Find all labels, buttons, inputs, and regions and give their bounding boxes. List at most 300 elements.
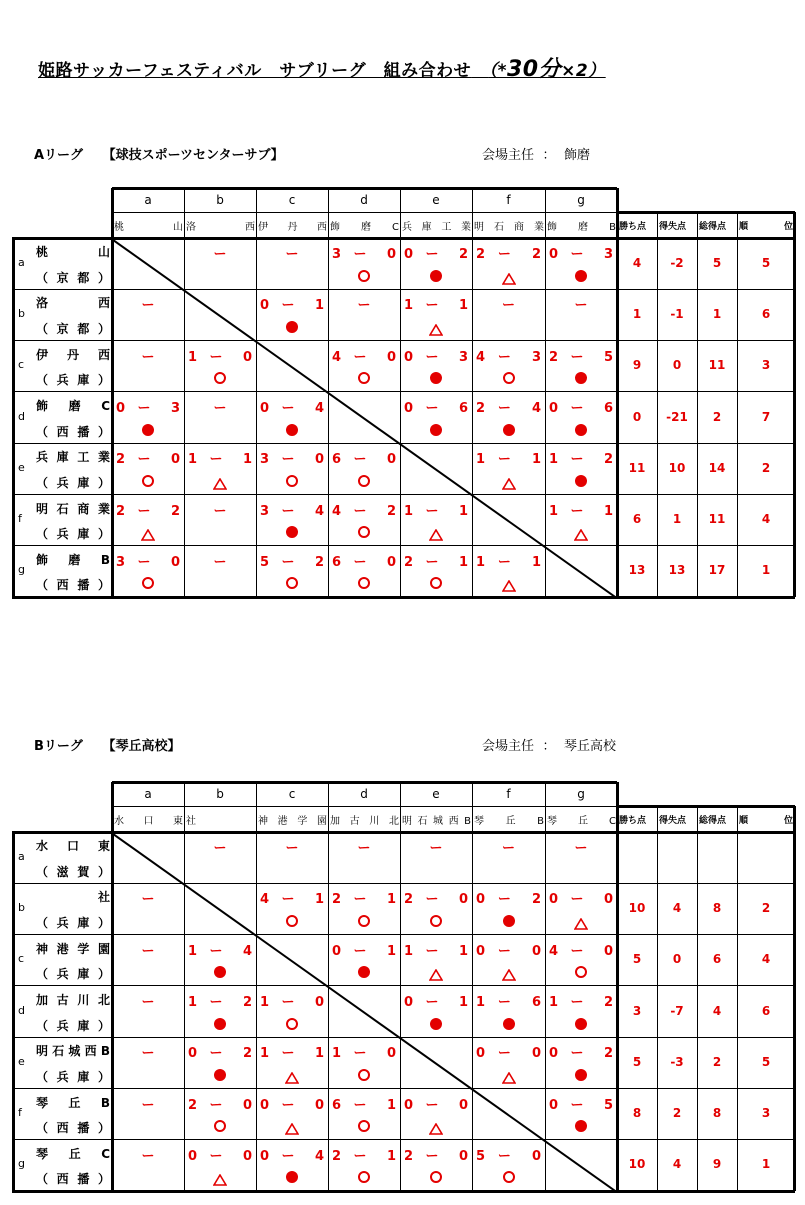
venue-chief <box>482 144 590 163</box>
row-team-name: 加古川北 <box>36 992 110 1007</box>
match-score: 2 ー 2 <box>116 503 180 519</box>
column-letter-g: g <box>577 193 585 207</box>
grid-line <box>12 831 795 834</box>
row-letter-e: e <box>18 1054 25 1068</box>
draw-triangle-icon <box>213 475 227 487</box>
row-team-prefecture: （ 西 播 ） <box>36 1172 110 1187</box>
win-circle-icon <box>286 1018 298 1030</box>
rank-value: 3 <box>761 1106 771 1121</box>
win-circle-icon <box>214 372 226 384</box>
grid-line <box>545 782 546 1191</box>
match-score: ー <box>357 298 371 314</box>
column-team-name: 飾 磨 C <box>330 222 399 233</box>
win-circle-icon <box>358 915 370 927</box>
rank-value: 3 <box>761 358 771 373</box>
goals-for-value: 8 <box>712 900 722 915</box>
row-team-prefecture: （ 兵 庫 ） <box>36 915 110 930</box>
loss-dot-icon <box>575 475 587 487</box>
grid-line <box>617 805 795 808</box>
match-score: 2 ー 1 <box>332 1148 396 1164</box>
venue-chief <box>482 735 616 754</box>
match-score: 2 ー 0 <box>404 892 468 908</box>
match-score: 0 ー 0 <box>549 892 613 908</box>
win-circle-icon <box>430 915 442 927</box>
row-letter-f: f <box>18 512 22 526</box>
row-team-name: 水 口 東 <box>36 839 110 853</box>
row-team-name: 明石城西B <box>36 1044 110 1059</box>
win-circle-icon <box>286 475 298 487</box>
row-letter-d: d <box>18 409 25 423</box>
match-score: ー <box>141 1148 155 1164</box>
win-circle-icon <box>503 372 515 384</box>
grid-line <box>793 212 796 597</box>
draw-triangle-icon <box>429 1120 443 1132</box>
win-circle-icon <box>503 1171 515 1183</box>
points-value: 11 <box>628 460 646 475</box>
row-letter-g: g <box>18 1157 25 1171</box>
match-score: ー <box>141 349 155 365</box>
rank-value: 7 <box>761 409 771 424</box>
match-score: 0 ー 6 <box>404 400 468 416</box>
grid-line <box>472 188 473 597</box>
grid-line <box>12 237 795 240</box>
grid-line <box>617 211 795 214</box>
grid-line <box>12 289 795 290</box>
match-score: 2 ー 2 <box>476 247 541 262</box>
goal-diff-value: 1 <box>672 512 682 527</box>
goals-for-value: 14 <box>708 460 726 475</box>
grid-line <box>12 832 15 1191</box>
win-circle-icon <box>358 1120 370 1132</box>
column-team-name: 琴 丘 B <box>474 816 544 827</box>
column-team-name: 桃 山 <box>114 222 183 233</box>
loss-dot-icon <box>286 526 298 538</box>
points-value: 4 <box>632 255 642 270</box>
match-score: 1 ー 4 <box>188 943 252 959</box>
match-score: ー <box>141 298 155 314</box>
match-score: ー <box>141 1046 155 1062</box>
row-team-prefecture: （ 兵 庫 ） <box>36 475 110 490</box>
column-team-name: 社 <box>186 816 196 827</box>
stat-header: 総得点 <box>699 222 727 232</box>
goal-diff-value: -21 <box>666 409 688 424</box>
loss-dot-icon <box>286 321 298 333</box>
loss-dot-icon <box>214 1069 226 1081</box>
win-circle-icon <box>358 270 370 282</box>
match-score: 1 ー 0 <box>332 1046 396 1062</box>
match-score: 6 ー 1 <box>332 1097 396 1113</box>
grid-line <box>616 782 619 1191</box>
match-score: 0 ー 1 <box>332 943 396 959</box>
rank-value: 2 <box>761 460 771 475</box>
goal-diff-value: -7 <box>670 1003 684 1018</box>
row-letter-a: a <box>18 849 25 863</box>
match-score: 0 ー 0 <box>404 1097 468 1113</box>
match-score: 3 ー 0 <box>332 247 396 262</box>
match-score: 0 ー 5 <box>549 1097 613 1113</box>
loss-dot-icon <box>575 1120 587 1132</box>
goal-diff-value: 4 <box>672 1157 682 1172</box>
goals-for-value: 11 <box>708 358 726 373</box>
loss-dot-icon <box>430 270 442 282</box>
grid-line <box>256 782 257 1191</box>
goal-diff-value: 0 <box>672 358 682 373</box>
match-score: ー <box>501 841 515 856</box>
match-score: ー <box>574 298 588 314</box>
grid-line <box>737 806 738 1191</box>
win-circle-icon <box>358 372 370 384</box>
points-value: 13 <box>628 563 646 578</box>
rank-value: 5 <box>761 255 771 270</box>
match-score: 0 ー 0 <box>476 1046 541 1062</box>
match-score: 2 ー 1 <box>332 892 396 908</box>
grid-line <box>111 188 114 597</box>
draw-triangle-icon <box>285 1120 299 1132</box>
loss-dot-icon <box>575 1018 587 1030</box>
column-letter-e: e <box>432 787 440 801</box>
match-score: 0 ー 2 <box>476 892 541 908</box>
draw-triangle-icon <box>502 270 516 282</box>
win-circle-icon <box>575 966 587 978</box>
match-score: 0 ー 0 <box>476 943 541 959</box>
goal-diff-value: -2 <box>670 255 684 270</box>
grid-line <box>12 238 15 597</box>
points-value: 3 <box>632 1003 642 1018</box>
row-team-prefecture: （ 京 都 ） <box>36 321 110 336</box>
match-score: 2 ー 0 <box>188 1097 252 1113</box>
grid-line <box>400 188 401 597</box>
match-score: ー <box>141 943 155 959</box>
match-score: 6 ー 0 <box>332 452 396 468</box>
win-circle-icon <box>358 1069 370 1081</box>
draw-triangle-icon <box>502 1069 516 1081</box>
row-letter-a: a <box>18 255 25 269</box>
match-score: ー <box>141 1097 155 1113</box>
goal-diff-value: 13 <box>668 563 686 578</box>
league-label <box>34 144 284 163</box>
stat-header: 勝ち点 <box>619 816 647 826</box>
match-score: 3 ー 0 <box>116 554 180 570</box>
match-score: 4 ー 0 <box>332 349 396 365</box>
grid-line <box>12 1088 795 1089</box>
points-value: 1 <box>632 306 642 321</box>
points-value: 5 <box>632 952 642 967</box>
match-score: 0 ー 1 <box>260 298 324 314</box>
match-score: 1 ー 1 <box>476 554 541 570</box>
loss-dot-icon <box>575 270 587 282</box>
grid-line <box>112 212 617 213</box>
row-letter-c: c <box>18 952 25 966</box>
row-team-name: 琴 丘 B <box>36 1095 110 1110</box>
row-letter-c: c <box>18 358 25 372</box>
goals-for-value: 2 <box>712 409 722 424</box>
draw-triangle-icon <box>429 321 443 333</box>
goals-for-value: 2 <box>712 1054 722 1069</box>
grid-line <box>12 934 795 935</box>
match-score: ー <box>213 400 227 416</box>
match-score: ー <box>213 841 227 856</box>
match-score: 0 ー 0 <box>188 1148 252 1164</box>
match-score: 0 ー 1 <box>404 994 468 1010</box>
draw-triangle-icon <box>502 577 516 589</box>
match-score: 4 ー 3 <box>476 349 541 365</box>
draw-triangle-icon <box>574 526 588 538</box>
points-value: 10 <box>628 1157 646 1172</box>
goal-diff-value: 0 <box>672 952 682 967</box>
column-team-name: 伊 丹 西 <box>258 222 327 233</box>
match-score: 0 ー 0 <box>260 1097 324 1113</box>
match-score: ー <box>141 994 155 1010</box>
rank-value: 4 <box>761 512 771 527</box>
grid-line <box>793 806 796 1191</box>
grid-line <box>12 596 795 599</box>
row-team-prefecture: （ 西 播 ） <box>36 578 110 593</box>
grid-line <box>737 212 738 597</box>
win-circle-icon <box>142 577 154 589</box>
rank-value: 1 <box>761 563 771 578</box>
page-title <box>38 52 606 83</box>
rank-value: 5 <box>761 1054 771 1069</box>
match-score: ー <box>574 841 588 856</box>
league-venue: 【琴丘高校】 <box>108 739 181 754</box>
title-format-suffix: ×2） <box>561 61 606 81</box>
loss-dot-icon <box>286 424 298 436</box>
match-score: 0 ー 4 <box>260 400 324 416</box>
match-score: 1 ー 1 <box>549 503 613 519</box>
row-team-name: 飾 磨 C <box>36 398 110 413</box>
draw-triangle-icon <box>429 526 443 538</box>
column-letter-f: f <box>506 193 511 207</box>
draw-triangle-icon <box>502 966 516 978</box>
league-name: Aリーグ <box>34 148 84 163</box>
points-value: 5 <box>632 1054 642 1069</box>
match-score: 0 ー 2 <box>549 1046 613 1062</box>
goal-diff-value: 2 <box>672 1106 682 1121</box>
title-main: 姫路サッカーフェスティバル サブリーグ 組み合わせ <box>38 61 472 81</box>
row-team-prefecture: （ 西 播 ） <box>36 1121 110 1136</box>
match-score: 1 ー 1 <box>476 452 541 468</box>
match-score: 5 ー 0 <box>476 1148 541 1164</box>
column-team-name: 飾 磨 B <box>547 222 616 233</box>
row-team-prefecture: （ 兵 庫 ） <box>36 527 110 542</box>
win-circle-icon <box>358 526 370 538</box>
loss-dot-icon <box>575 372 587 384</box>
column-team-name: 明石城西B <box>402 816 471 827</box>
loss-dot-icon <box>214 1018 226 1030</box>
match-score: ー <box>213 503 227 519</box>
match-score: 1 ー 2 <box>549 994 613 1010</box>
draw-triangle-icon <box>429 966 443 978</box>
column-letter-c: c <box>288 193 296 207</box>
grid-line <box>111 782 114 1191</box>
grid-line <box>256 188 257 597</box>
match-score: ー <box>213 554 227 570</box>
title-format-big: 30分 <box>506 57 562 82</box>
match-score: 1 ー 0 <box>260 994 324 1010</box>
stat-header: 得失点 <box>659 222 687 232</box>
row-team-prefecture: （ 滋 賀 ） <box>36 864 110 879</box>
row-team-prefecture: （ 兵 庫 ） <box>36 1018 110 1033</box>
loss-dot-icon <box>575 1069 587 1081</box>
grid-line <box>12 391 795 392</box>
column-letter-a: a <box>144 193 152 207</box>
goals-for-value: 5 <box>712 255 722 270</box>
draw-triangle-icon <box>285 1069 299 1081</box>
column-letter-b: b <box>216 787 224 801</box>
row-team-name: 琴 丘 C <box>36 1146 110 1161</box>
goals-for-value: 8 <box>712 1106 722 1121</box>
grid-line <box>12 883 795 884</box>
league-label <box>34 735 180 754</box>
loss-dot-icon <box>503 1018 515 1030</box>
match-score: 1 ー 1 <box>404 503 468 519</box>
points-value: 6 <box>632 512 642 527</box>
match-score: 0 ー 2 <box>404 247 468 262</box>
column-letter-d: d <box>360 787 368 801</box>
match-score: 2 ー 0 <box>116 452 180 468</box>
column-letter-a: a <box>144 787 152 801</box>
grid-line <box>112 806 617 807</box>
loss-dot-icon <box>430 424 442 436</box>
stat-header: 順 位 <box>739 816 793 826</box>
loss-dot-icon <box>142 424 154 436</box>
goal-diff-value: 4 <box>672 900 682 915</box>
draw-triangle-icon <box>213 1171 227 1183</box>
draw-triangle-icon <box>141 526 155 538</box>
loss-dot-icon <box>575 424 587 436</box>
grid-line <box>12 340 795 341</box>
points-value: 9 <box>632 358 642 373</box>
goals-for-value: 6 <box>712 952 722 967</box>
chief-colon: ： <box>542 148 556 163</box>
rank-value: 1 <box>761 1157 771 1172</box>
column-letter-b: b <box>216 193 224 207</box>
row-team-name: 飾 磨 B <box>36 552 110 567</box>
row-team-prefecture: （ 京 都 ） <box>36 270 110 285</box>
column-team-name: 洛 西 <box>186 222 255 233</box>
match-score: 2 ー 1 <box>404 554 468 570</box>
chief-name: 琴丘高校 <box>564 739 617 754</box>
row-team-name: 明石商業 <box>36 501 110 516</box>
match-score: ー <box>285 247 299 262</box>
match-score: 0 ー 4 <box>260 1148 324 1164</box>
row-letter-b: b <box>18 900 25 914</box>
win-circle-icon <box>430 1171 442 1183</box>
match-score: 0 ー 3 <box>549 247 613 262</box>
match-score: 4 ー 0 <box>549 943 613 959</box>
stat-header: 得失点 <box>659 816 687 826</box>
match-score: 1 ー 1 <box>188 452 252 468</box>
win-circle-icon <box>358 475 370 487</box>
row-team-name: 社 <box>36 890 110 905</box>
column-letter-e: e <box>432 193 440 207</box>
grid-line <box>184 782 185 1191</box>
match-score: 0 ー 6 <box>549 400 613 416</box>
stat-header: 順 位 <box>739 222 793 232</box>
match-score: ー <box>429 841 443 856</box>
match-score: ー <box>141 892 155 908</box>
goal-diff-value: -3 <box>670 1054 684 1069</box>
row-team-name: 洛 西 <box>36 296 110 311</box>
match-score: 3 ー 4 <box>260 503 324 519</box>
match-score: 2 ー 0 <box>404 1148 468 1164</box>
row-letter-d: d <box>18 1003 25 1017</box>
row-letter-g: g <box>18 563 25 577</box>
grid-line <box>472 782 473 1191</box>
row-team-prefecture: （ 兵 庫 ） <box>36 373 110 388</box>
row-team-name: 神港学園 <box>36 941 110 956</box>
goals-for-value: 9 <box>712 1157 722 1172</box>
match-score: 1 ー 2 <box>188 994 252 1010</box>
loss-dot-icon <box>286 1171 298 1183</box>
column-team-name: 明石商業 <box>474 222 544 233</box>
match-score: 1 ー 2 <box>549 452 613 468</box>
grid-line <box>112 187 617 190</box>
match-score: 0 ー 3 <box>116 400 180 416</box>
goals-for-value: 1 <box>712 306 722 321</box>
goals-for-value: 11 <box>708 512 726 527</box>
rank-value: 6 <box>761 306 771 321</box>
goals-for-value: 4 <box>712 1003 722 1018</box>
loss-dot-icon <box>214 966 226 978</box>
stat-header: 勝ち点 <box>619 222 647 232</box>
match-score: 3 ー 0 <box>260 452 324 468</box>
match-score: 4 ー 2 <box>332 503 396 519</box>
points-value: 10 <box>628 900 646 915</box>
grid-line <box>697 806 698 1191</box>
match-score: 1 ー 1 <box>260 1046 324 1062</box>
match-score: 2 ー 4 <box>476 400 541 416</box>
rank-value: 2 <box>761 900 771 915</box>
match-score: 6 ー 0 <box>332 554 396 570</box>
column-team-name: 神港学園 <box>258 816 327 827</box>
row-team-prefecture: （ 兵 庫 ） <box>36 967 110 982</box>
column-letter-f: f <box>506 787 511 801</box>
row-team-name: 伊 丹 西 <box>36 347 110 362</box>
grid-line <box>545 188 546 597</box>
rank-value: 6 <box>761 1003 771 1018</box>
win-circle-icon <box>214 1120 226 1132</box>
grid-line <box>400 782 401 1191</box>
grid-line <box>184 188 185 597</box>
chief-label: 会場主任 <box>482 739 535 754</box>
match-score: ー <box>213 247 227 262</box>
rank-value: 4 <box>761 952 771 967</box>
match-score: 0 ー 2 <box>188 1046 252 1062</box>
row-team-name: 兵庫工業 <box>36 450 110 465</box>
grid-line <box>12 1190 795 1193</box>
grid-line <box>112 781 617 784</box>
match-score: 4 ー 1 <box>260 892 324 908</box>
win-circle-icon <box>142 475 154 487</box>
draw-triangle-icon <box>574 915 588 927</box>
goals-for-value: 17 <box>708 563 726 578</box>
match-score: 1 ー 1 <box>404 298 468 314</box>
loss-dot-icon <box>430 372 442 384</box>
loss-dot-icon <box>430 1018 442 1030</box>
column-letter-c: c <box>288 787 296 801</box>
match-score: 1 ー 6 <box>476 994 541 1010</box>
match-score: 0 ー 3 <box>404 349 468 365</box>
grid-line <box>12 1037 795 1038</box>
match-score: ー <box>357 841 371 856</box>
points-value: 0 <box>632 409 642 424</box>
grid-line <box>12 985 795 986</box>
row-team-prefecture: （ 兵 庫 ） <box>36 1069 110 1084</box>
league-name: Bリーグ <box>34 739 83 754</box>
chief-colon: ： <box>542 739 556 754</box>
win-circle-icon <box>286 577 298 589</box>
